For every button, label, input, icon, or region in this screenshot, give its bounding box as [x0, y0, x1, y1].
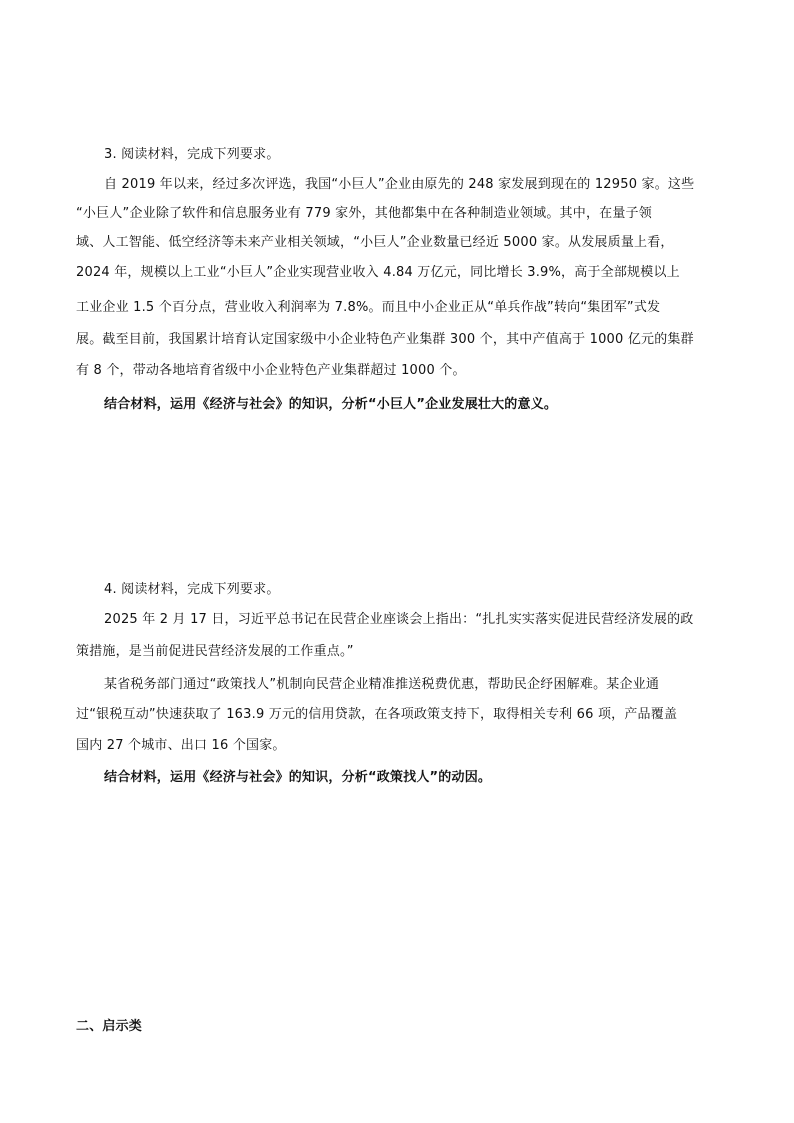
q3-question: 结合材料，运用《经济与社会》的知识，分析“小巨人”企业发展壮大的意义。	[104, 397, 558, 412]
q3-heading: 3. 阅读材料，完成下列要求。	[104, 147, 280, 162]
q3-paragraph-line: “小巨人”企业除了软件和信息服务业有 779 家外，其他都集中在各种制造业领域。其中，在量子领	[76, 206, 652, 221]
q3-paragraph-line: 域、人工智能、低空经济等未来产业相关领域，“小巨人”企业数量已经近 5000 家。从发展质量上看，	[76, 235, 674, 250]
section-heading: 二、启示类	[76, 1019, 143, 1034]
q3-paragraph-line: 有 8 个，带动各地培育省级中小企业特色产业集群超过 1000 个。	[76, 363, 466, 378]
q4-paragraph2-line: 过“银税互动”快速获取了 163.9 万元的信用贷款，在各项政策支持下，取得相关专利 66 项，产品覆盖	[76, 707, 678, 722]
q4-heading: 4. 阅读材料，完成下列要求。	[104, 582, 280, 597]
q4-paragraph2-line: 国内 27 个城市、出口 16 个国家。	[76, 738, 286, 753]
q4-question: 结合材料，运用《经济与社会》的知识，分析“政策找人”的动因。	[104, 770, 492, 785]
q3-paragraph-line: 工业企业 1.5 个百分点，营业收入利润率为 7.8%。而且中小企业正从“单兵作战”转向“集团军”式发	[76, 300, 661, 315]
q3-paragraph-line: 展。截至目前，我国累计培育认定国家级中小企业特色产业集群 300 个，其中产值高于 1000 亿元的集群	[76, 332, 694, 347]
q4-paragraph2-line: 某省税务部门通过“政策找人”机制向民营企业精准推送税费优惠，帮助民企纾困解难。某企业通	[104, 677, 660, 692]
q4-paragraph1-line: 策措施，是当前促进民营经济发展的工作重点。”	[76, 644, 354, 659]
q3-paragraph-line: 2024 年，规模以上工业“小巨人”企业实现营业收入 4.84 万亿元，同比增长 3.9%，高于全部规模以上	[76, 265, 680, 280]
q4-paragraph1-line: 2025 年 2 月 17 日，习近平总书记在民营企业座谈会上指出：“扎扎实实落实促进民营经济发展的政	[104, 612, 694, 627]
q3-paragraph-line: 自 2019 年以来，经过多次评选，我国“小巨人”企业由原先的 248 家发展到现在的 12950 家。这些	[104, 177, 695, 192]
